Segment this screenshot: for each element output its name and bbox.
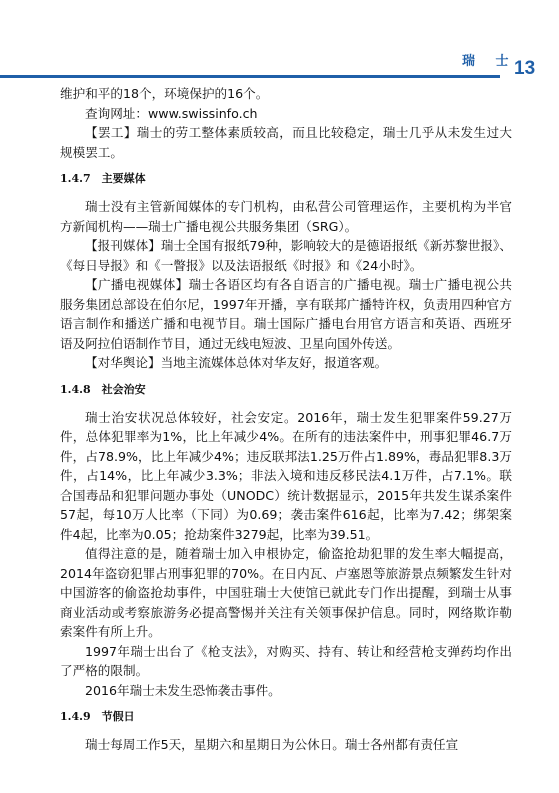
paragraph-website: 查询网址：www.swissinfo.ch	[85, 105, 258, 121]
paragraph: 【报刊媒体】瑞士全国有报纸79种，影响较大的是德语报纸《新苏黎世报》、《每日导报》和《一瞥报》以及法语报纸《时报》和《24小时》。	[60, 238, 512, 273]
paragraph: 【广播电视媒体】瑞士各语区均有各自语言的广播电视。瑞士广播电视公共服务集团总部设在伯尔尼，1997年开播，享有联邦广播特许权，负责用四种官方语言制作和播送广播和电视节目。瑞士国际广播电台用官方语言和英语、西班牙语及阿拉伯语制作节目，通过无线电短波、卫星向国外传送。	[60, 277, 512, 351]
paragraph: 瑞士没有主管新闻媒体的专门机构，由私营公司管理运作，主要机构为半官方新闻机构——瑞士广播电视公共服务集团（SRG）。	[60, 199, 512, 234]
section-heading-holidays: 1.4.9 节假日	[60, 710, 135, 723]
header-rule	[0, 75, 500, 78]
paragraph-strike: 【罢工】瑞士的劳工整体素质较高，而且比较稳定，瑞士几乎从未发生过大规模罢工。	[60, 125, 512, 160]
section-heading-media: 1.4.7 主要媒体	[60, 172, 146, 185]
section-heading-security: 1.4.8 社会治安	[60, 382, 146, 396]
running-header-country: 瑞 士	[462, 54, 517, 69]
paragraph: 瑞士治安状况总体较好，社会安定。2016年，瑞士发生犯罪案件59.27万件，总体犯罪率为1%，比上年减少4%。在所有的违法案件中，刑事犯罪46.7万件，占78.9%，比上年减少4%；违反联邦法1.25万件占1.89%，毒品犯罪8.3万件，占14%，比上年减少3.3%；非法入境和违反移民法4.1万件，占7.1%。联合国毒品和犯罪问题办事处（UNODC）统计数据显示，2015年共发生谋杀案件57起，每10万人比率（下同）为0.69；袭击案件616起，比率为7.42；绑架案件4起，比率为0.05；抢劫案件3279起，比率为39.51。	[60, 409, 512, 542]
paragraph: 维护和平的18个，环境保护的16个。	[60, 86, 269, 101]
paragraph: 瑞士每周工作5天，星期六和星期日为公休日。瑞士各州都有责任宣	[85, 737, 459, 752]
page-body	[60, 84, 512, 755]
paragraph: 1997年瑞士出台了《枪支法》，对购买、持有、转让和经营枪支弹药均作出了严格的限制。	[60, 643, 512, 678]
paragraph: 2016年瑞士未发生恐怖袭击事件。	[85, 682, 281, 698]
page-number: 13	[514, 58, 536, 79]
paragraph: 值得注意的是，随着瑞士加入申根协定，偷盗抢劫犯罪的发生率大幅提高，2014年盗窃犯罪占刑事犯罪的70%。在日内瓦、卢塞恩等旅游景点频繁发生针对中国游客的偷盗抢劫事件，中国驻瑞士大使馆已就此专门作出提醒，到瑞士从事商业活动或考察旅游务必提高警惕并关注有关领事保护信息。同时，网络欺诈勒索案件有所上升。	[60, 546, 512, 639]
paragraph: 【对华舆论】当地主流媒体总体对华友好，报道客观。	[85, 355, 388, 370]
